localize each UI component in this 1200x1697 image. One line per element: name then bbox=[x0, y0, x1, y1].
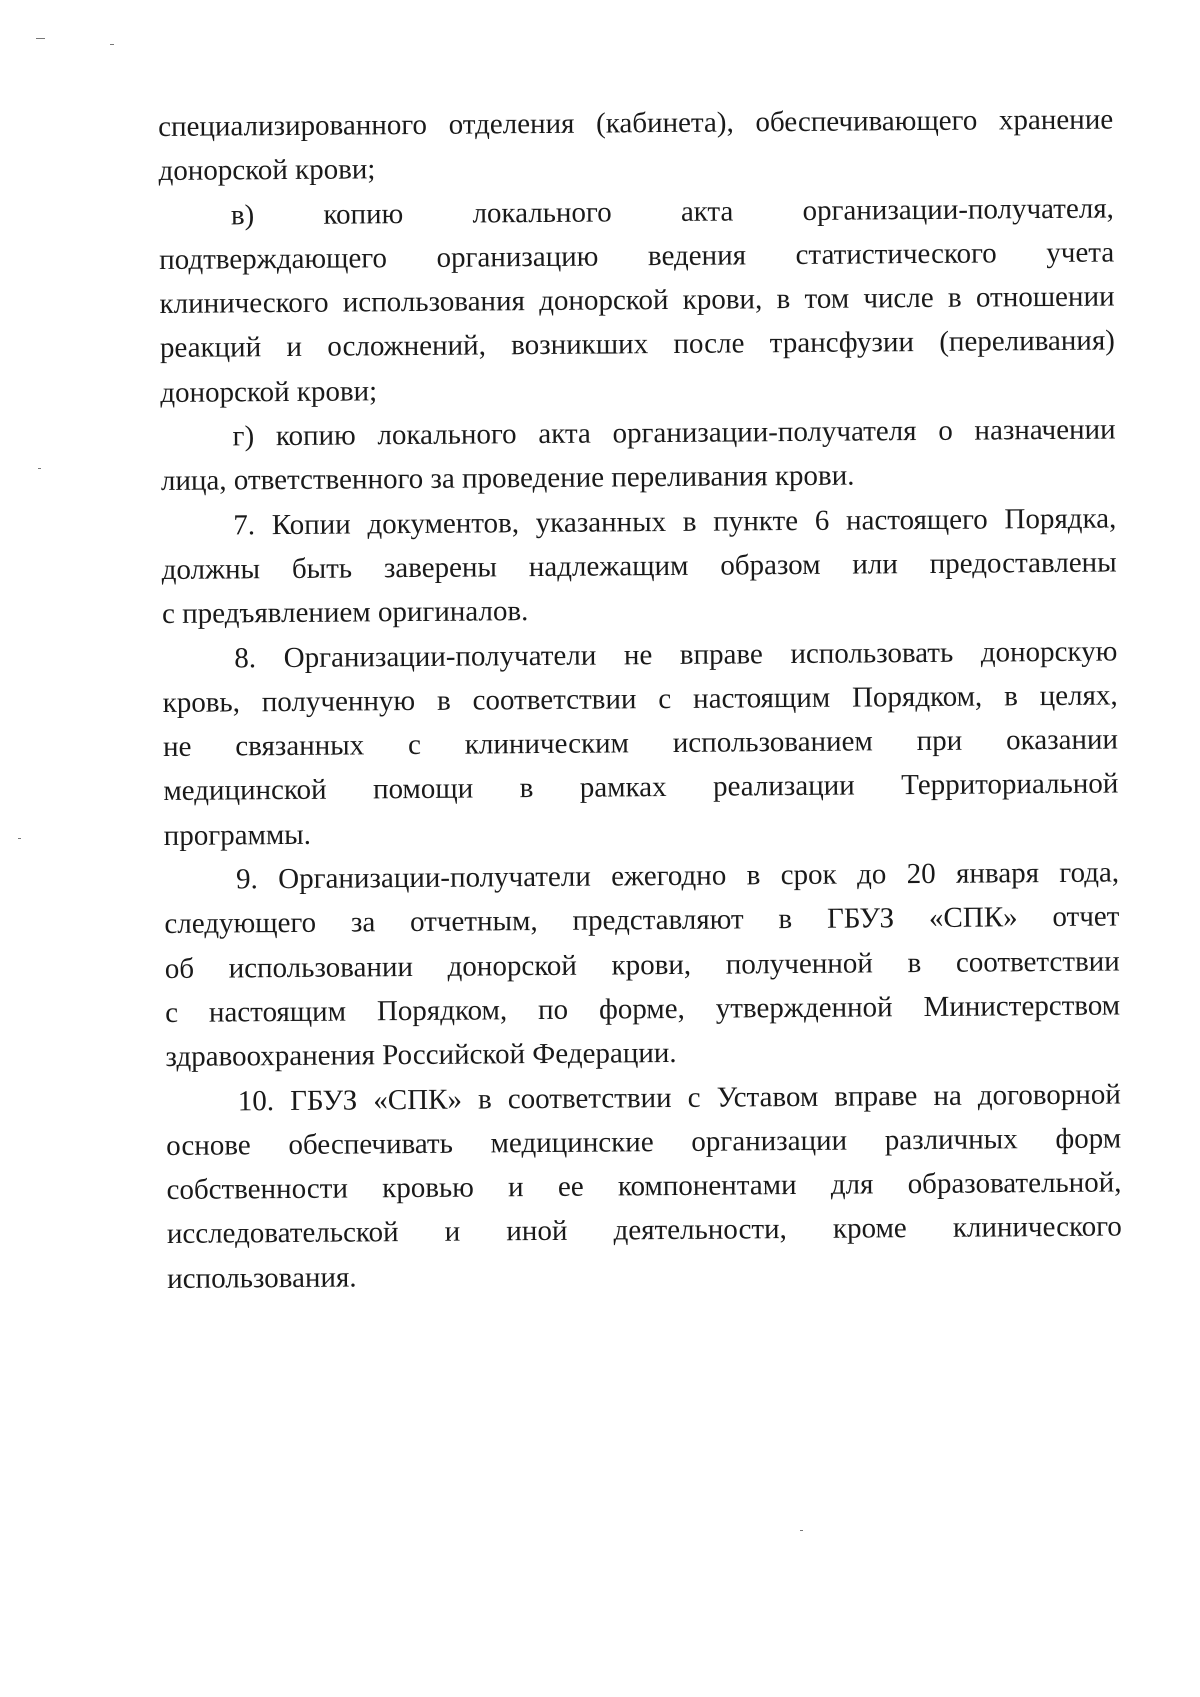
text-line: медицинской помощи в рамках реализации Территориальной bbox=[163, 767, 1119, 808]
text-line: не связанных с клиническим использованием при оказании bbox=[162, 723, 1119, 764]
text-line: 10. ГБУЗ «СПК» в соответствии с Уставом вправе на договорной bbox=[237, 1078, 1121, 1117]
text-line: 7. Копии документов, указанных в пункте 6 настоящего Порядка, bbox=[233, 502, 1117, 542]
text-line: в) копию локального акта организации-получателя, bbox=[230, 192, 1114, 232]
text-line: использования. bbox=[167, 1261, 357, 1295]
text-line: основе обеспечивать медицинские организации различных форм bbox=[166, 1122, 1122, 1162]
text-line: собственности кровью и ее компонентами для образовательной, bbox=[166, 1166, 1122, 1207]
text-line: донорской крови; bbox=[160, 375, 378, 409]
text-line: должны быть заверены надлежащим образом или предоставлены bbox=[161, 546, 1117, 586]
text-line: кровь, полученную в соответствии с настоящим Порядком, в целях, bbox=[162, 679, 1118, 719]
text-line: реакций и осложнений, возникших после трансфузии (переливания) bbox=[159, 324, 1116, 365]
text-line: подтверждающего организацию ведения статистического учета bbox=[159, 236, 1115, 276]
paragraph-point-10 bbox=[166, 1072, 1123, 1301]
text-line: 8. Организации-получатели не вправе использовать донорскую bbox=[234, 635, 1118, 674]
scan-speck bbox=[38, 468, 41, 469]
text-line: г) копию локального акта организации-получателя о назначении bbox=[232, 413, 1116, 453]
text-line: следующего за отчетным, представляют в ГБУЗ «СПК» отчет bbox=[164, 900, 1120, 941]
text-line: клинического использования донорской крови, в том числе в отношении bbox=[159, 280, 1115, 321]
text-line: лица, ответственного за проведение переливания крови. bbox=[160, 459, 855, 498]
paragraph-point-8 bbox=[162, 629, 1119, 858]
text-line: с настоящим Порядком, по форме, утвержденной Министерством bbox=[165, 989, 1121, 1029]
document-body bbox=[158, 97, 1122, 1300]
paragraph-item-g bbox=[160, 408, 1116, 504]
paragraph-continuation-b bbox=[158, 97, 1114, 193]
text-line: 9. Организации-получатели ежегодно в срок до 20 января года, bbox=[235, 856, 1120, 896]
scan-speck bbox=[18, 838, 21, 839]
text-line: об использовании донорской крови, полученной в соответствии bbox=[164, 945, 1120, 985]
paragraph-point-7 bbox=[161, 496, 1117, 636]
scan-speck bbox=[110, 44, 114, 45]
text-line: исследовательской и иной деятельности, кроме клинического bbox=[166, 1210, 1122, 1251]
text-line: донорской крови; bbox=[158, 153, 376, 188]
scan-speck bbox=[800, 1530, 803, 1531]
text-line: специализированного отделения (кабинета), обеспечивающего хранение bbox=[158, 103, 1114, 143]
paragraph-item-v bbox=[159, 186, 1116, 415]
paragraph-point-9 bbox=[164, 851, 1121, 1080]
scan-speck bbox=[36, 38, 45, 39]
text-line: здравоохранения Российской Федерации. bbox=[165, 1037, 677, 1074]
text-line: программы. bbox=[163, 818, 312, 852]
text-line: с предъявлением оригиналов. bbox=[161, 595, 529, 631]
